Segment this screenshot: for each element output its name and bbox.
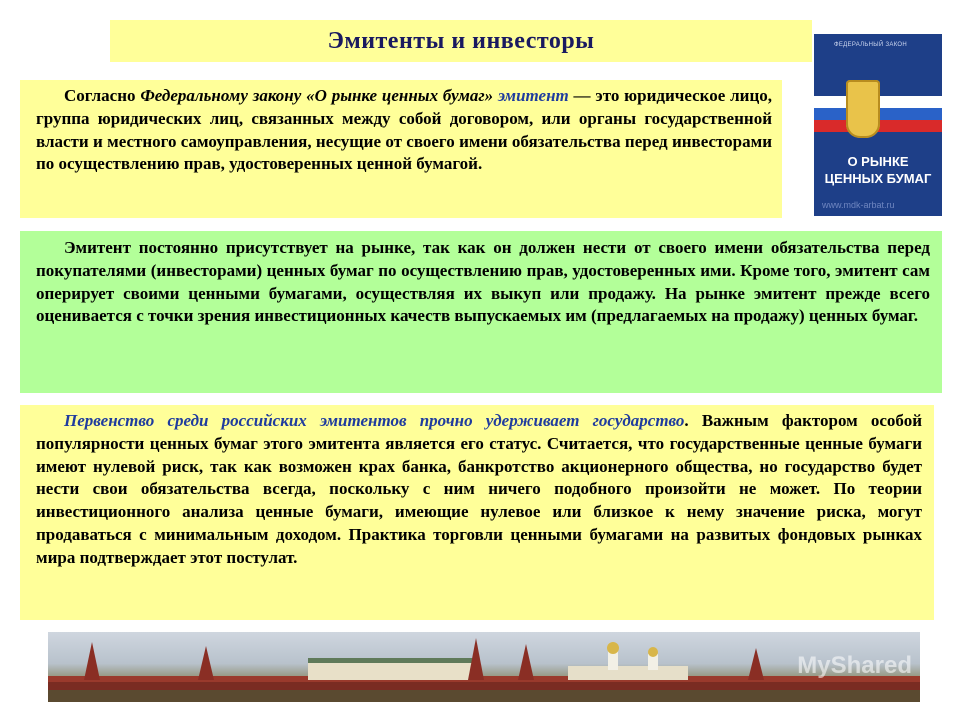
issuer-paragraph: Эмитент постоянно присутствует на рынке, так как он должен нести от своего имени обязательства перед покупателями (инвесторами) ценных бумаг по осуществлению прав, удостоверенных ими. Кроме того, эмитент сам оперирует своими ценными бумагами, осуществляя их выкуп или продажу. На рынке эмитент прежде всего оценивается с точки зрения инвестиционных качеств выпускаемых им (предлагаемых на продажу) ценных бумаг. [20,231,942,393]
slide-title: Эмитенты и инвесторы [110,20,812,62]
footer-watermark: MyShared [797,652,912,679]
book-title-line2: ЦЕННЫХ БУМАГ [824,171,932,186]
book-title-line1: О РЫНКЕ [847,154,909,169]
book-header: ФЕДЕРАЛЬНЫЙ ЗАКОН [834,42,908,48]
kremlin-skyline-icon [48,632,920,702]
book-watermark: www.mdk-arbat.ru [822,200,895,210]
state-issuer-paragraph [20,405,934,620]
coat-of-arms-icon [846,80,880,138]
law-book-cover [814,34,942,216]
kremlin-panorama [48,632,920,702]
state-lead: Первенство среди российских эмитентов прочно удерживает государство [64,411,685,430]
law-reference: Федеральному закону «О рынке ценных бумаг» [140,86,494,105]
p1-intro: Согласно [64,86,141,105]
definition-paragraph [20,80,782,218]
state-rest: . Важным фактором особой популярности ценных бумаг этого эмитента является его статус. Считается, что государственные ценные бумаги имеют нулевой риск, так как возможен крах банка, банкротство акционерного общества, но государство будет нести свои обязательства всегда, поскольку с ним ничего подобного произойти не может. По теории инвестиционного анализа ценные бумаги, имеющие нулевое или близкое к нему значение риска, могут продаваться с минимальным доходом. Практика торговли ценными бумагами на развитых фондовых рынках мира подтверждает этот постулат. [36,411,923,567]
p1-definition: — это юридическое лицо, группа юридических лиц, связанных между собой договором, или органы государственной власти и местного самоуправления, несущие от своего имени обязательства перед инвесторами по осуществлению прав, удостоверенных ценной бумагой. [36,86,772,174]
issuer-term: эмитент [498,86,569,105]
